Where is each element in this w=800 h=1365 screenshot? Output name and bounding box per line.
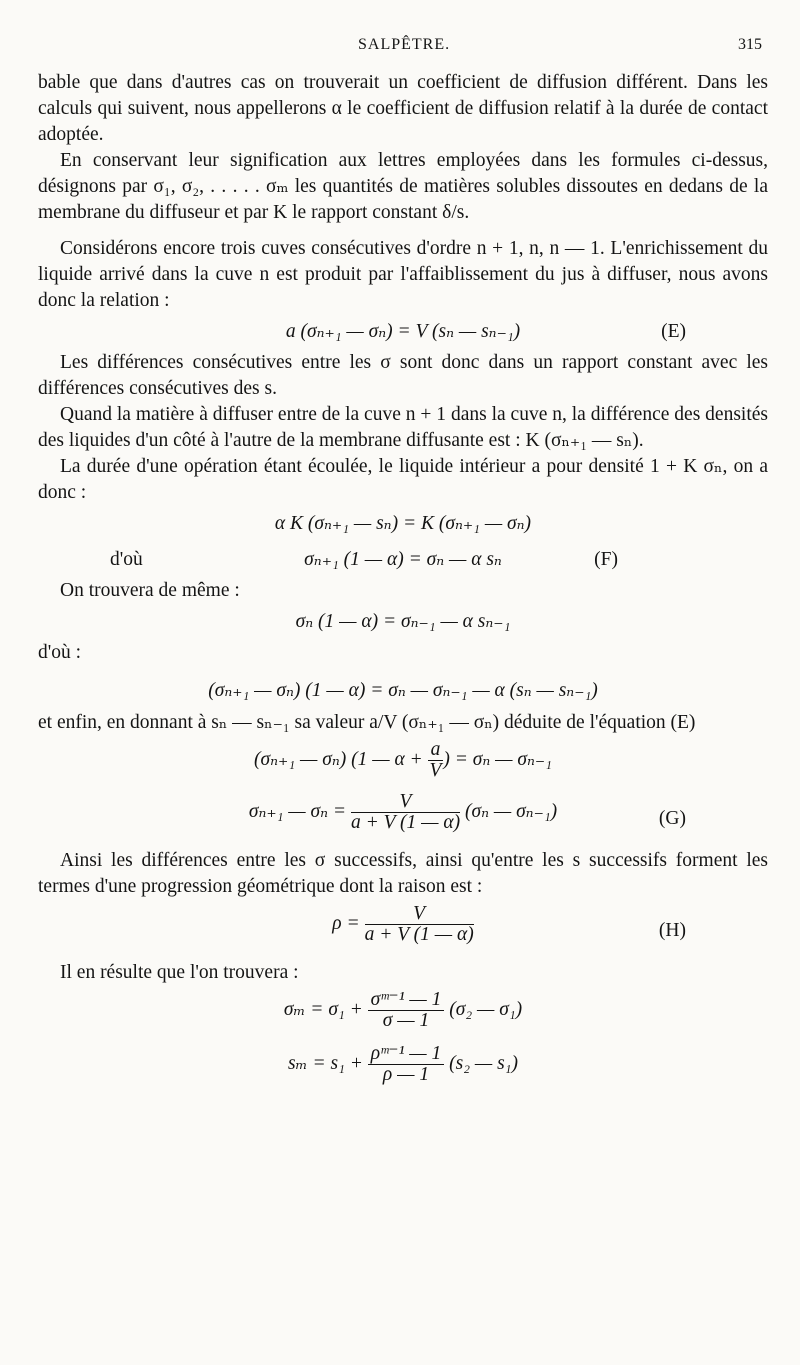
equation-s-m-left: sₘ = s₁ + (288, 1052, 363, 1074)
equation-sigma-m-num: σᵐ⁻¹ — 1 (368, 990, 445, 1011)
paragraph-2: En conservant leur signification aux lettres employées dans les formules ci-dessus, désignons par σ₁, σ₂, . . . . . σₘ les quantités de matières solubles dissoutes en dedans de la membrane du diffuseur et par K le rapport constant δ/s. (38, 150, 768, 223)
equation-f (38, 542, 768, 578)
paragraph-11: Il en résulte que l'on trouvera : (60, 962, 299, 983)
equation-sigma-m-frac (368, 990, 445, 1031)
equation-s-m-frac (368, 1044, 444, 1085)
equation-combo-right: ) = σₙ — σₙ₋₁ (443, 748, 552, 770)
paragraph-6: La durée d'une opération étant écoulée, le liquide intérieur a pour densité 1 + K σₙ, on a donc : (38, 456, 768, 503)
equation-f-label: (F) (594, 549, 618, 570)
equation-g-left: σₙ₊₁ — σₙ = (248, 800, 347, 822)
text-body (38, 70, 768, 1102)
equation-s-m (38, 1044, 768, 1102)
equation-h (38, 900, 768, 960)
equation-same-body: σₙ (1 — α) = σₙ₋₁ — α sₙ₋₁ (295, 611, 511, 632)
equation-h-den: a + V (1 — α) (364, 924, 474, 945)
equation-e (38, 314, 768, 350)
equation-g-num: V (351, 792, 460, 813)
equation-h-num: V (365, 904, 474, 925)
equation-alpha-k-body: α K (σₙ₊₁ — sₙ) = K (σₙ₊₁ — σₙ) (274, 513, 532, 534)
equation-sigma-m-right: (σ₂ — σ₁) (449, 998, 523, 1020)
paragraph-4: Les différences consécutives entre les σ sont donc dans un rapport constant avec les différences consécutives des s. (38, 352, 768, 399)
equation-alpha-k (38, 506, 768, 542)
equation-combo-den: V (429, 760, 442, 781)
equation-sigma-m-left: σₘ = σ₁ + (283, 998, 363, 1020)
equation-sigma-m-body (38, 990, 768, 1031)
equation-combo (38, 736, 768, 792)
equation-combo-frac (428, 740, 444, 781)
equation-same (38, 604, 768, 640)
paragraph-10: Ainsi les différences entre les σ successifs, ainsi qu'entre les s successifs forment les termes d'une progression géométrique dont la raison est : (38, 850, 768, 897)
equation-h-label: (H) (658, 920, 686, 941)
paragraph-8: d'où : (38, 642, 82, 663)
paragraph-7: On trouvera de même : (60, 580, 240, 601)
equation-g-den: a + V (1 — α) (350, 812, 461, 833)
running-header (0, 36, 800, 58)
equation-diff-body: (σₙ₊₁ — σₙ) (1 — α) = σₙ — σₙ₋₁ — α (sₙ — sₙ₋₁) (208, 680, 598, 701)
equation-combo-left: (σₙ₊₁ — σₙ) (1 — α + (254, 748, 428, 770)
equation-g-frac (351, 792, 460, 833)
equation-sigma-m-den: σ — 1 (382, 1010, 430, 1031)
paragraph-3: Considérons encore trois cuves consécutives d'ordre n + 1, n, n — 1. L'enrichissement du liquide arrivé dans la cuve n est produit par l'affaiblissement du jus à diffuser, nous avons donc la relation : (38, 238, 768, 311)
equation-e-label: (E) (661, 321, 686, 342)
paragraph-9: et enfin, en donnant à sₙ — sₙ₋₁ sa valeur a/V (σₙ₊₁ — σₙ) déduite de l'équation (E) (38, 712, 696, 733)
running-title: SALPÊTRE. (358, 36, 451, 53)
equation-s-m-right: (s₂ — s₁) (449, 1052, 518, 1074)
paragraph-1: bable que dans d'autres cas on trouverait un coefficient de diffusion différent. Dans les calculs qui suivent, nous appellerons α le coefficient de diffusion relatif à la durée de contact adoptée. (38, 72, 768, 145)
paragraph-5: Quand la matière à diffuser entre de la cuve n + 1 dans la cuve n, la différence des densités des liquides d'un côté à l'autre de la membrane diffusante est : K (σₙ₊₁ — sₙ). (38, 404, 768, 451)
equation-s-m-body (38, 1044, 768, 1085)
equation-f-body: σₙ₊₁ (1 — α) = σₙ — α sₙ (304, 549, 502, 570)
equation-g-label: (G) (658, 808, 686, 829)
dou-label: d'où (110, 549, 143, 570)
equation-e-body: a (σₙ₊₁ — σₙ) = V (sₙ — sₙ₋₁) (285, 321, 521, 342)
equation-diff (38, 666, 768, 710)
page-number: 315 (738, 36, 762, 53)
equation-s-m-den: ρ — 1 (382, 1064, 430, 1085)
equation-h-left: ρ = (332, 912, 360, 934)
equation-sigma-m (38, 986, 768, 1044)
equation-combo-num: a (428, 740, 444, 761)
equation-g (38, 792, 768, 848)
equation-h-frac (365, 904, 474, 945)
equation-g-right: (σₙ — σₙ₋₁) (464, 800, 558, 822)
equation-s-m-num: ρᵐ⁻¹ — 1 (368, 1044, 444, 1065)
